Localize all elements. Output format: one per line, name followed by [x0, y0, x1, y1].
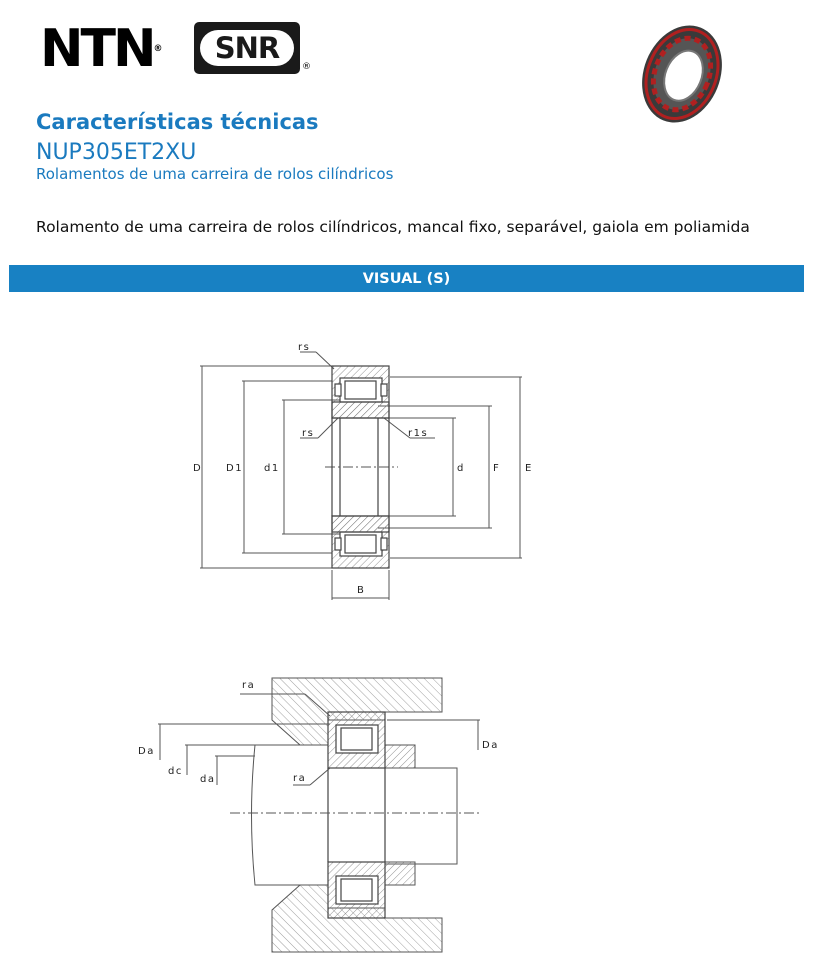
snr-logo	[194, 22, 300, 74]
bearing-product-image	[630, 18, 734, 130]
ntn-logo-text: NTN	[40, 19, 154, 79]
label-r1s: r1s	[408, 428, 429, 439]
label-rs-inner: rs	[302, 428, 315, 439]
label-E: E	[525, 463, 533, 474]
snr-logo-text: SNR	[200, 30, 294, 66]
ntn-registered-mark: ®	[153, 44, 163, 54]
label-ra-top: ra	[242, 680, 256, 691]
label-ra-bottom: ra	[293, 773, 307, 784]
label-D1: D1	[226, 463, 244, 474]
label-D: D	[193, 463, 203, 474]
mounting-dimension-drawing	[120, 655, 520, 955]
product-family: Rolamentos de uma carreira de rolos cilíndricos	[36, 165, 394, 183]
product-designation: NUP305ET2XU	[36, 140, 197, 165]
product-description: Rolamento de uma carreira de rolos cilíndricos, mancal fixo, separável, gaiola em poliamida	[36, 218, 750, 236]
label-dc: dc	[168, 766, 183, 777]
ntn-logo	[40, 19, 163, 79]
section-heading: Características técnicas	[36, 110, 319, 134]
label-rs-top: rs	[298, 342, 311, 353]
label-d1: d1	[264, 463, 280, 474]
label-F: F	[493, 463, 501, 474]
section-bar-visual	[9, 265, 804, 292]
section-bar-title: VISUAL (S)	[362, 270, 451, 287]
label-d: d	[457, 463, 465, 474]
bearing-dimension-drawing	[185, 335, 545, 605]
label-Da-right: Da	[482, 740, 499, 751]
label-Da-left: Da	[138, 746, 155, 757]
snr-registered-mark: ®	[302, 62, 311, 72]
label-da: da	[200, 774, 216, 785]
label-B: B	[357, 585, 366, 596]
